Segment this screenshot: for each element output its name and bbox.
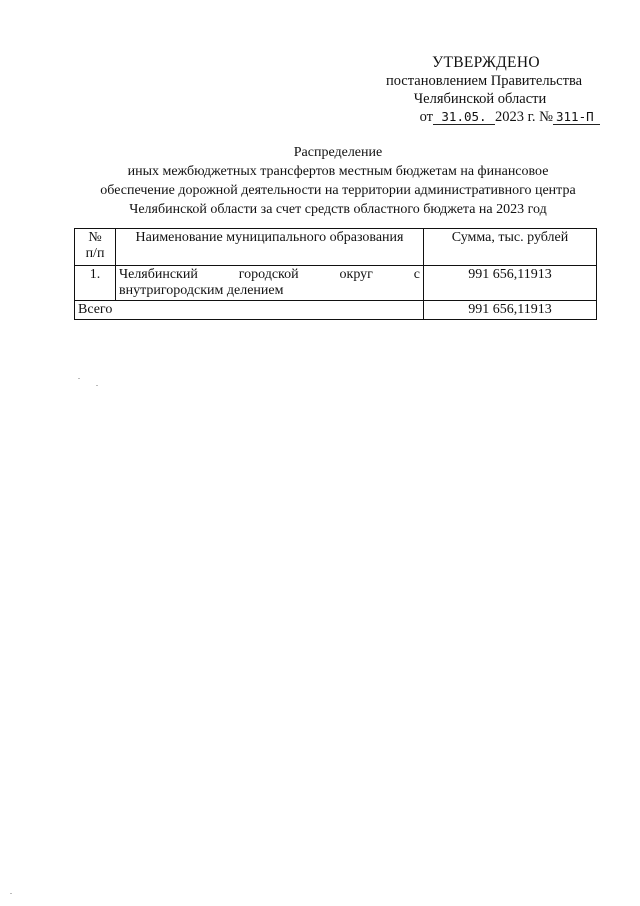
table-header-row: [75, 229, 597, 266]
scan-speck: [78, 378, 80, 379]
document-heading: [70, 143, 606, 219]
row-municipality: [116, 266, 424, 301]
total-label: Всего: [75, 301, 424, 320]
approval-line-resolution: постановлением Правительства: [385, 73, 583, 89]
heading-line-2: иных межбюджетных трансфертов местным бюджетам на финансовое: [127, 164, 549, 179]
row-number: 1.: [75, 266, 116, 301]
approved-title: УТВЕРЖДЕНО: [432, 54, 540, 71]
header-number-line2: п/п: [85, 246, 105, 261]
total-sum: 991 656,11913: [424, 301, 597, 320]
row-municipality-line2: внутригородским делением: [119, 283, 284, 298]
name-word: с: [413, 267, 420, 282]
year-text: 2023 г. №: [494, 109, 553, 125]
from-word: от: [419, 109, 433, 125]
heading-title: Распределение: [293, 145, 383, 160]
approval-date-line: [360, 108, 600, 126]
header-sum: Сумма, тыс. рублей: [424, 229, 597, 266]
header-number-line1: №: [88, 230, 102, 245]
heading-line-3: обеспечение дорожной деятельности на территории административного центра: [100, 183, 576, 198]
table-row: [75, 266, 597, 301]
name-word: городской: [238, 267, 299, 282]
name-word: округ: [339, 267, 373, 282]
table-total-row: [75, 301, 597, 320]
handwritten-date: 31.05.: [433, 109, 495, 125]
row-municipality-line1: [119, 267, 420, 283]
handwritten-doc-number: 311-П: [553, 109, 600, 125]
scan-speck: [10, 893, 12, 894]
header-number: [75, 229, 116, 266]
heading-line-4: Челябинской области за счет средств областного бюджета на 2023 год: [129, 202, 547, 217]
approval-line-region: Челябинской области: [413, 91, 547, 107]
name-word: Челябинский: [119, 267, 198, 282]
header-municipality: Наименование муниципального образования: [116, 229, 424, 266]
approval-stamp: [360, 54, 600, 126]
scan-speck: [96, 385, 98, 386]
distribution-table: [74, 228, 597, 320]
row-sum: 991 656,11913: [424, 266, 597, 301]
